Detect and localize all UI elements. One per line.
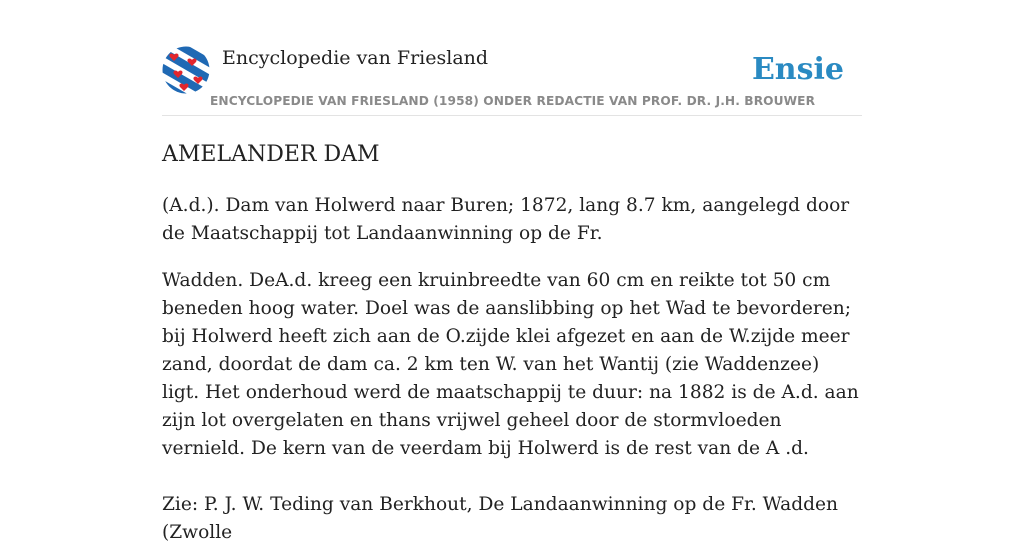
article-paragraph: Wadden. DeA.d. kreeg een kruinbreedte van 60 cm en reikte tot 50 cm beneden hoog water. Doel was de aanslibbing op het Wad te bevorderen; bij Holwerd heeft zich aan de O.zijde klei afgezet en aan de W.zijde meer zand, doordat de dam ca. 2 km ten W. van het Wantij (zie Waddenzee) ligt. Het onderhoud werd de maatschappij te duur: na 1882 is de A.d. aan zijn lot overgelaten en thans vrijwel geheel door de stormvloeden vernield. De kern van de veerdam bij Holwerd is de rest van de A .d.	[162, 270, 859, 459]
article-title: AMELANDER DAM	[162, 142, 380, 167]
frisian-flag-logo[interactable]	[162, 46, 210, 94]
ensie-logo[interactable]: Ensie	[751, 52, 844, 87]
encyclopedia-subtitle: ENCYCLOPEDIE VAN FRIESLAND (1958) ONDER REDACTIE VAN PROF. DR. J.H. BROUWER	[210, 94, 816, 108]
article-paragraph: (A.d.). Dam van Holwerd naar Buren; 1872, lang 8.7 km, aangelegd door de Maatschappij tot Landaanwinning op de Fr.	[162, 195, 850, 244]
site-title[interactable]: Encyclopedie van Friesland	[222, 47, 489, 69]
header-divider	[162, 115, 862, 116]
page	[162, 0, 862, 543]
article-paragraph: Zie: P. J. W. Teding van Berkhout, De Landaanwinning op de Fr. Wadden (Zwolle	[162, 494, 839, 543]
